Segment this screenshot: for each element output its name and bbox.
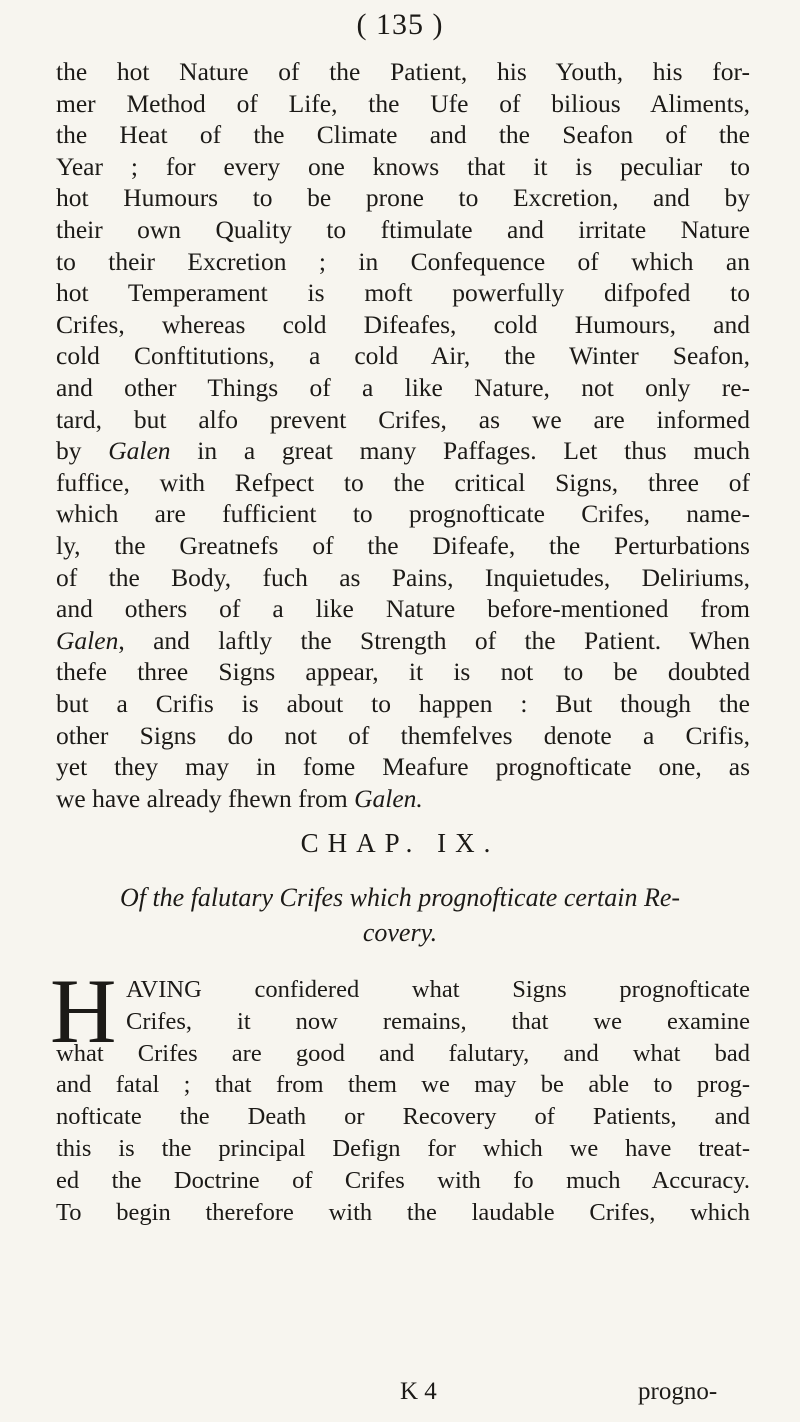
signature-mark: K 4 [400, 1378, 437, 1405]
italic-text: Galen. [354, 783, 423, 813]
text-segment: their own Quality to ftimulate and irritate Nature [56, 215, 750, 244]
text-line [56, 465, 750, 501]
text-line [56, 54, 750, 90]
chapter-title-line: Of the falutary Crifes which prognofticate certain Re- [119, 883, 681, 912]
text-line [56, 180, 750, 216]
text-segment: and others of a like Nature before-mentioned from [56, 594, 750, 624]
text-line [56, 338, 750, 374]
text-segment: thefe three Signs appear, it is not to be doubted [56, 657, 750, 687]
text-line [56, 307, 750, 343]
text-line [56, 212, 750, 248]
text-segment: by [56, 436, 109, 466]
text-segment: ly, the Greatnefs of the Difeafe, the Perturbations [56, 531, 750, 560]
text-line: and fatal ; that from them we may be able to prog- [56, 1071, 750, 1099]
text-line [56, 781, 750, 817]
text-line: AVING confidered what Signs prognofticate [126, 976, 750, 1003]
text-segment: , and laftly the Strength of the Patient. When [118, 625, 750, 655]
text-segment: which are fufficient to prognofticate Crifes, name- [56, 499, 750, 529]
text-segment: and other Things of a like Nature, not only re- [56, 373, 750, 402]
text-line [56, 370, 750, 406]
text-segment: hot Temperament is moft powerfully difpofed to [56, 278, 750, 308]
text-line [56, 275, 750, 311]
text-segment: cold Conftitutions, a cold Air, the Winter Seafon, [56, 341, 750, 371]
text-segment: the Heat of the Climate and the Seafon of the [56, 120, 750, 150]
chapter-heading: CHAP. IX. [300, 828, 500, 858]
italic-text: Galen [108, 436, 171, 466]
text-line [56, 654, 750, 690]
text-segment: we have already fhewn from [56, 783, 355, 813]
text-segment: but a Crifis is about to happen : But though the [56, 689, 750, 718]
text-line [56, 623, 750, 659]
text-segment: fuffice, with Refpect to the critical Signs, three of [56, 467, 750, 497]
page-number: ( 135 ) [356, 8, 444, 41]
text-line [56, 86, 750, 122]
text-line [56, 528, 750, 564]
text-segment: Year ; for every one knows that it is peculiar to [56, 151, 750, 181]
text-segment: other Signs do not of themfelves denote a Crifis, [56, 720, 750, 750]
text-segment: in a great many Paffages. Let thus much [170, 436, 750, 466]
text-segment: tard, but alfo prevent Crifes, as we are informed [56, 404, 750, 434]
drop-cap: H [50, 960, 117, 1062]
text-line: this is the principal Defign for which we have treat- [56, 1135, 750, 1162]
text-line [56, 244, 750, 280]
text-segment: of the Body, fuch as Pains, Inquietudes, Deliriums, [56, 562, 750, 592]
text-segment: Crifes, whereas cold Difeafes, cold Humours, and [56, 309, 750, 339]
text-line [56, 686, 750, 722]
text-line [56, 117, 750, 153]
text-segment: to their Excretion ; in Confequence of which an [56, 246, 750, 276]
chapter-title-line: covery. [362, 918, 438, 947]
text-line: nofticate the Death or Recovery of Patients, and [56, 1103, 750, 1131]
text-line [56, 749, 750, 785]
text-line [56, 560, 750, 596]
text-segment: hot Humours to be prone to Excretion, and by [56, 183, 750, 213]
text-line [56, 496, 750, 532]
text-segment: mer Method of Life, the Ufe of bilious Aliments, [56, 88, 750, 118]
text-line [56, 433, 750, 469]
italic-text: Galen [56, 625, 119, 655]
text-line [56, 591, 750, 627]
text-line [56, 149, 750, 185]
text-line: To begin therefore with the laudable Crifes, which [56, 1198, 750, 1226]
text-segment: the hot Nature of the Patient, his Youth, his for- [56, 57, 750, 86]
text-line: Crifes, it now remains, that we examine [126, 1007, 750, 1035]
text-line [56, 718, 750, 754]
catchword: progno- [638, 1378, 718, 1405]
text-line: ed the Doctrine of Crifes with fo much Accuracy. [56, 1166, 750, 1194]
text-line: what Crifes are good and falutary, and what bad [56, 1039, 750, 1067]
text-line [56, 402, 750, 438]
text-segment: yet they may in fome Meafure prognofticate one, as [56, 752, 750, 782]
